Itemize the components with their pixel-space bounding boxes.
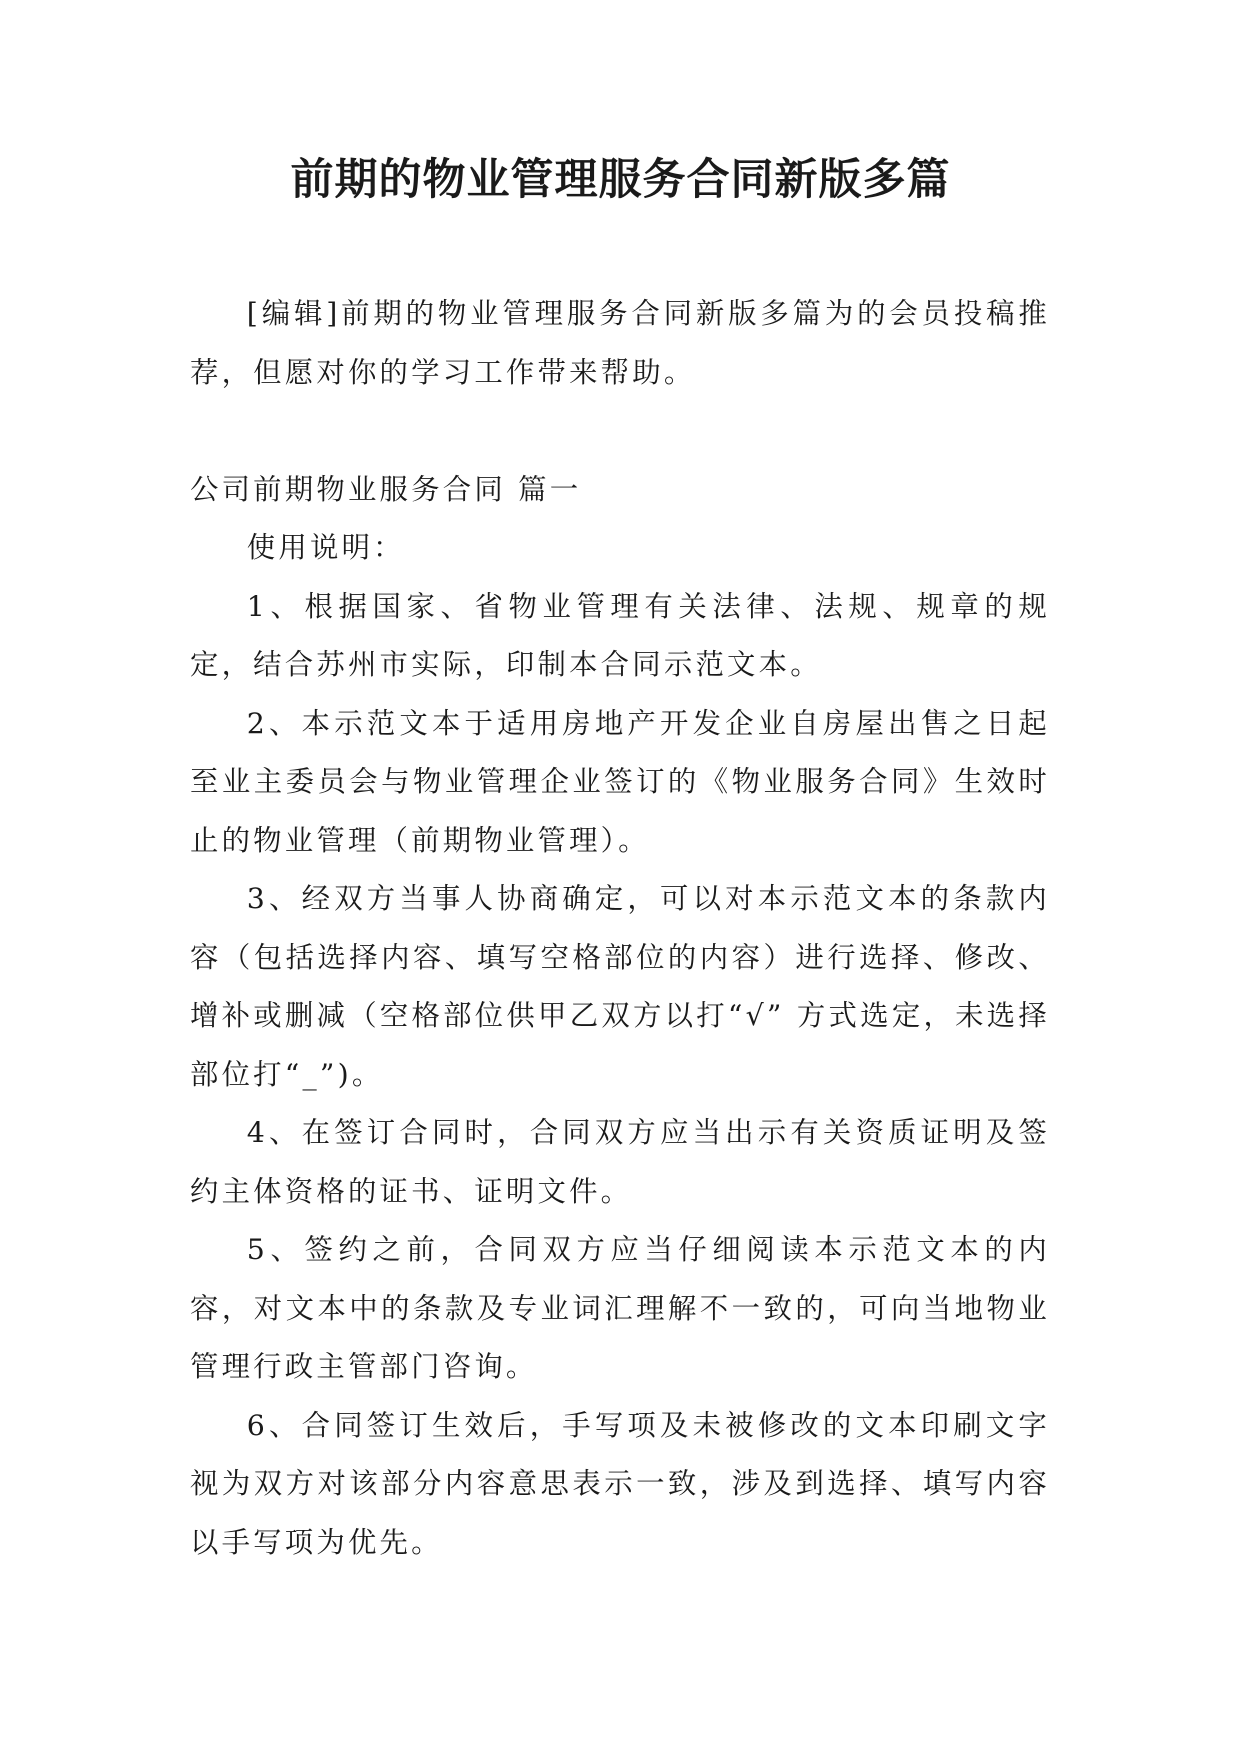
document-title: 前期的物业管理服务合同新版多篇 bbox=[290, 155, 951, 205]
usage-item-6: 6、合同签订生效后，手写项及未被修改的文本印刷文字视为双方对该部分内容意思表示一致，涉及到选择、填写内容以手写项为优先。 bbox=[190, 1408, 1050, 1559]
usage-item-5: 5、签约之前，合同双方应当仔细阅读本示范文本的内容，对文本中的条款及专业词汇理解不一致的，可向当地物业管理行政主管部门咨询。 bbox=[190, 1233, 1050, 1383]
section-heading: 公司前期物业服务合同 篇一 bbox=[190, 472, 582, 506]
usage-item-4: 4、在签订合同时，合同双方应当出示有关资质证明及签约主体资格的证书、证明文件。 bbox=[190, 1116, 1050, 1208]
paragraph-gap bbox=[190, 402, 1050, 461]
usage-label: 使用说明： bbox=[246, 531, 405, 564]
usage-item-2: 2、本示范文本于适用房地产开发企业自房屋出售之日起至业主委员会与物业管理企业签订的《物业服务合同》生效时止的物业管理（前期物业管理）。 bbox=[190, 706, 1050, 857]
document-body bbox=[190, 285, 1050, 1572]
usage-item-3: 3、经双方当事人协商确定，可以对本示范文本的条款内容（包括选择内容、填写空格部位的内容）进行选择、修改、增补或删减（空格部位供甲乙双方以打“√” 方式选定，未选择部位打“_”)。 bbox=[190, 882, 1050, 1091]
intro-paragraph: [编辑]前期的物业管理服务合同新版多篇为的会员投稿推荐，但愿对你的学习工作带来帮助。 bbox=[190, 297, 1050, 389]
usage-item-1: 1、根据国家、省物业管理有关法律、法规、规章的规定，结合苏州市实际，印制本合同示范文本。 bbox=[190, 589, 1050, 681]
